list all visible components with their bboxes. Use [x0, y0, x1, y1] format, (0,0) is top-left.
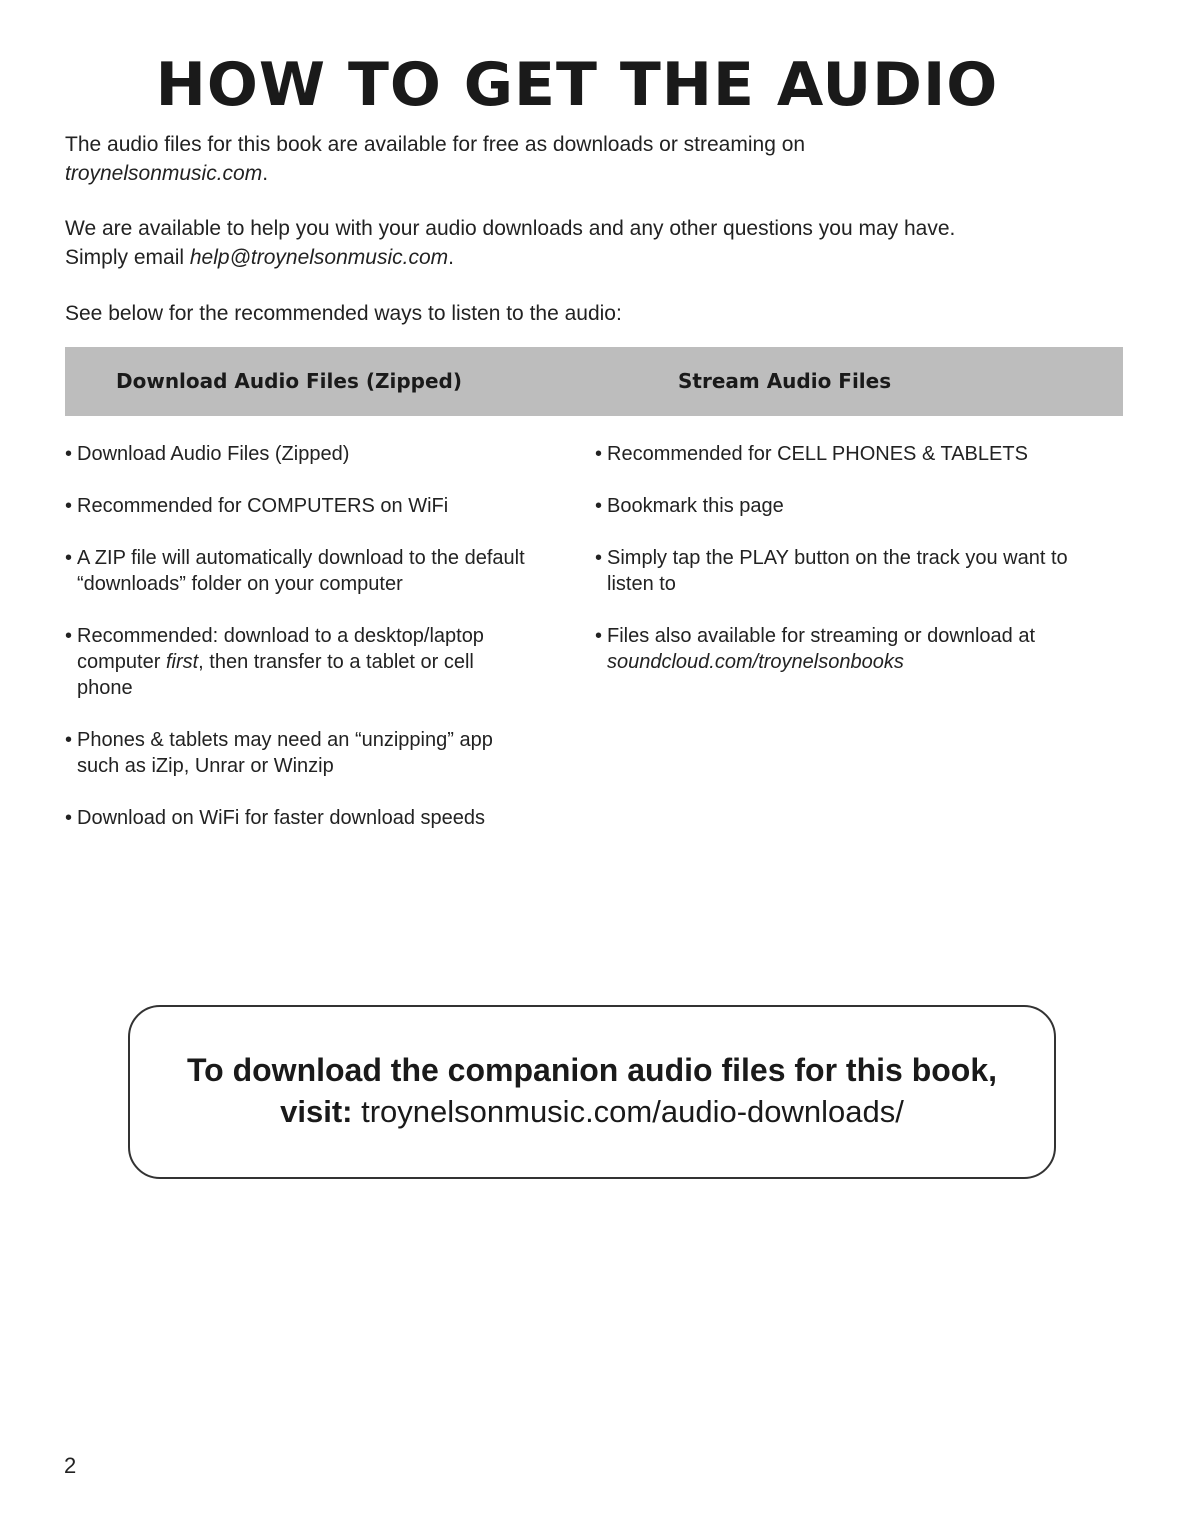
- list-item: [65, 727, 535, 779]
- bullet-icon: •: [65, 729, 73, 751]
- list-item-text-before: Recommended: download to a desktop/laptop computer: [77, 625, 484, 673]
- bullet-icon: •: [595, 547, 603, 569]
- page-title: HOW TO GET THE AUDIO: [155, 50, 999, 120]
- callout-visit-label: visit:: [280, 1094, 353, 1129]
- bullet-icon: •: [595, 625, 603, 647]
- download-callout-box: [128, 1005, 1056, 1179]
- stream-options-list: [595, 441, 1095, 701]
- intro-help-prefix: Simply email: [65, 246, 190, 269]
- list-item-text-before: Files also available for streaming or download at: [607, 625, 1035, 647]
- intro-availability-end: .: [262, 162, 269, 185]
- help-email-link[interactable]: help@troynelsonmusic.com: [189, 246, 449, 269]
- bullet-icon: •: [65, 807, 73, 829]
- bullet-icon: •: [65, 625, 73, 647]
- intro-paragraph-recommend: See below for the recommended ways to listen to the audio:: [65, 302, 622, 325]
- soundcloud-link[interactable]: soundcloud.com/troynelsonbooks: [607, 651, 904, 673]
- list-item: [65, 805, 535, 831]
- list-item-text: Bookmark this page: [607, 495, 784, 517]
- options-header-bar: [65, 347, 1123, 416]
- list-item: [65, 623, 535, 701]
- list-item: [595, 493, 1095, 519]
- list-item-emphasis: first: [165, 651, 199, 673]
- list-item-text: Recommended for CELL PHONES & TABLETS: [607, 443, 1028, 465]
- list-item: [595, 441, 1095, 467]
- stream-column-heading: Stream Audio Files: [678, 369, 892, 393]
- list-item-text: Simply tap the PLAY button on the track you want to listen to: [607, 547, 1068, 595]
- callout-visit-line: [130, 1091, 1054, 1133]
- download-options-list: [65, 441, 535, 857]
- intro-paragraph-availability: [65, 130, 1125, 188]
- intro-help-text: We are available to help you with your audio downloads and any other questions you may have.: [65, 217, 956, 240]
- list-item-text: Recommended for COMPUTERS on WiFi: [77, 495, 449, 517]
- bullet-icon: •: [595, 495, 603, 517]
- bullet-icon: •: [595, 443, 603, 465]
- bullet-icon: •: [65, 495, 73, 517]
- intro-paragraph-help: [65, 214, 1125, 272]
- bullet-icon: •: [65, 547, 73, 569]
- list-item-text: Download on WiFi for faster download speeds: [77, 807, 485, 829]
- list-item: [595, 623, 1095, 675]
- callout-heading: To download the companion audio files for this book,: [186, 1052, 998, 1088]
- list-item-text-after: , then transfer to a tablet or cell phone: [77, 651, 474, 699]
- list-item-text: Download Audio Files (Zipped): [77, 443, 350, 465]
- site-link[interactable]: troynelsonmusic.com: [65, 162, 263, 185]
- list-item: [65, 441, 535, 467]
- audio-downloads-link[interactable]: troynelsonmusic.com/audio-downloads/: [361, 1094, 904, 1129]
- bullet-icon: •: [65, 443, 73, 465]
- list-item: [65, 545, 535, 597]
- intro-availability-text: The audio files for this book are available for free as downloads or streaming on: [65, 133, 806, 156]
- list-item-text: Phones & tablets may need an “unzipping” app such as iZip, Unrar or Winzip: [77, 729, 493, 777]
- download-column-heading: Download Audio Files (Zipped): [116, 369, 462, 393]
- page-number: 2: [64, 1453, 77, 1478]
- list-item: [65, 493, 535, 519]
- list-item-text: A ZIP file will automatically download to the default “downloads” folder on your computer: [77, 547, 525, 595]
- intro-help-end: .: [448, 246, 454, 269]
- list-item: [595, 545, 1095, 597]
